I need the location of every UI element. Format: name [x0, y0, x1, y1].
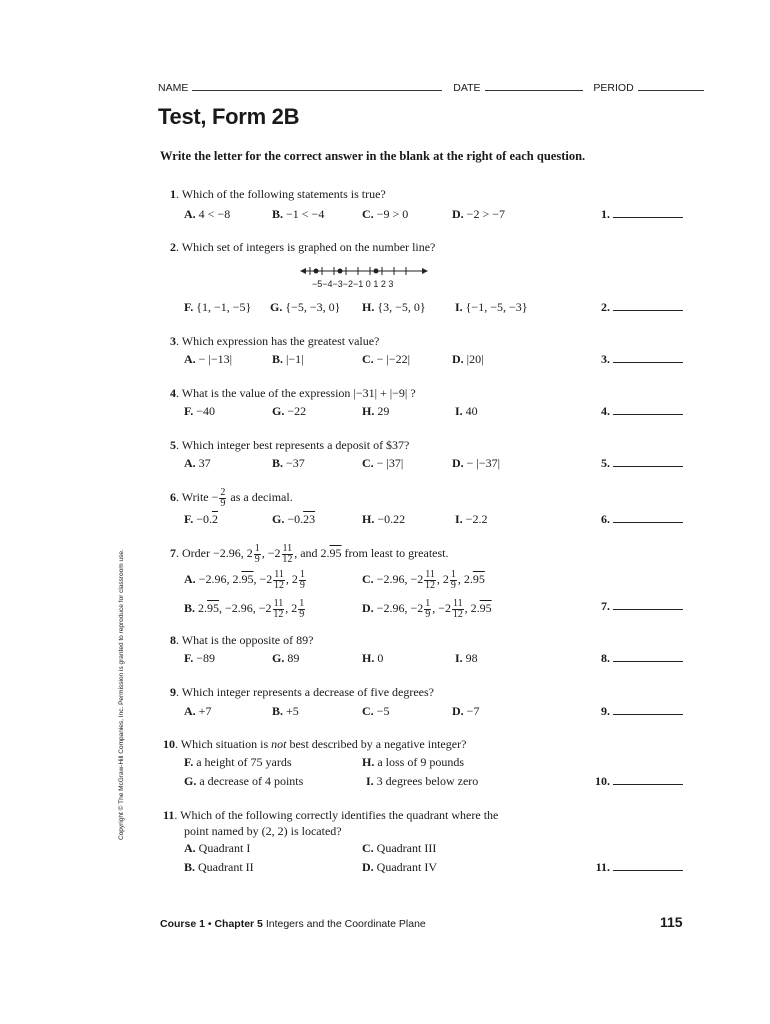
choice-5d: D. − |−37|: [452, 456, 501, 470]
choice-5c: C. − |37|: [362, 456, 404, 470]
choice-4h: H. 29: [362, 404, 390, 418]
choice-10g: G. a decrease of 4 points: [184, 774, 304, 788]
choice-5b: B. −37: [272, 456, 305, 470]
choice-10f: F. a height of 75 yards: [184, 755, 292, 769]
instructions: Write the letter for the correct answer in the blank at the right of each question.: [160, 149, 586, 163]
choice-6i: I. −2.2: [455, 512, 488, 526]
choice-2f: F. {1, −1, −5}: [184, 300, 252, 314]
point-0: [374, 269, 379, 274]
choice-9c: C. −5: [362, 704, 390, 718]
question-11-line2: point named by (2, 2) is located?: [184, 824, 342, 838]
question-9: 9. Which integer represents a decrease of five degrees?: [170, 685, 434, 699]
answer-label-7: 7.: [601, 599, 610, 613]
answer-label-9: 9.: [601, 704, 610, 718]
choice-8i: I. 98: [455, 651, 478, 665]
choice-10h: H. a loss of 9 pounds: [362, 755, 465, 769]
choice-6f: F. −0.2: [184, 512, 219, 526]
answer-blank-4[interactable]: [613, 414, 683, 415]
answer-label-4: 4.: [601, 404, 610, 418]
period-label: PERIOD: [593, 82, 634, 94]
number-line: [300, 262, 428, 280]
answer-blank-11[interactable]: [613, 870, 683, 871]
answer-blank-7[interactable]: [613, 609, 683, 610]
choice-4g: G. −22: [272, 404, 307, 418]
choice-9b: B. +5: [272, 704, 299, 718]
choice-11b: B. Quadrant II: [184, 860, 254, 874]
choice-1b: B. −1 < −4: [272, 207, 325, 221]
student-info-header: [158, 80, 712, 94]
answer-blank-6[interactable]: [613, 522, 683, 523]
number-line-labels: −5−4−3−2−1 0 1 2 3: [312, 279, 394, 289]
date-blank[interactable]: [485, 80, 583, 91]
choice-8h: H. 0: [362, 651, 384, 665]
question-3: 3. Which expression has the greatest value?: [170, 334, 380, 348]
copyright-note: Copyright © The McGraw-Hill Companies, Inc. Permission is granted to reproduce for classroom use.: [118, 549, 125, 840]
page-footer: Course 1 • Chapter 5 Integers and the Coordinate Plane: [160, 918, 426, 930]
choice-6h: H. −0.22: [362, 512, 406, 526]
choice-6g: G. −0.23: [272, 512, 316, 526]
choice-7c: C. −2.96, −2 $\frac{11}{12}$ , 2 $\frac{1}{9}$ , 2.95: [362, 568, 485, 591]
question-11: 11. Which of the following correctly identifies the quadrant where the: [163, 808, 499, 822]
choice-1a: A. 4 < −8: [184, 207, 231, 221]
choice-10i: I. 3 degrees below zero: [366, 774, 479, 788]
answer-label-8: 8.: [601, 651, 610, 665]
answer-label-1: 1.: [601, 207, 610, 221]
choice-3a: A. − |−13|: [184, 352, 233, 366]
choice-4i: I. 40: [455, 404, 478, 418]
point-minus5: [314, 269, 319, 274]
answer-blank-9[interactable]: [613, 714, 683, 715]
answer-blank-5[interactable]: [613, 466, 683, 467]
question-10: 10. Which situation is not best described by a negative integer?: [163, 737, 467, 751]
fraction-2-9: $\frac{2}{9}$: [220, 486, 226, 509]
choice-11c: C. Quadrant III: [362, 841, 437, 855]
choice-2g: G. {−5, −3, 0}: [270, 300, 341, 314]
question-7: 7. Order −2.96, 2 $\frac{1}{9}$ , −2 $\frac{11}{12}$ , and 2.95 from least to greatest.: [170, 542, 449, 565]
choice-9a: A. +7: [184, 704, 212, 718]
choice-7a: A. −2.96, 2.95, −2 $\frac{11}{12}$ , 2 $\frac{1}{9}$: [184, 568, 305, 591]
choice-8g: G. 89: [272, 651, 300, 665]
answer-label-6: 6.: [601, 512, 610, 526]
choice-8f: F. −89: [184, 651, 216, 665]
choice-11d: D. Quadrant IV: [362, 860, 437, 874]
answer-label-11: 11.: [595, 860, 610, 874]
question-2: 2. Which set of integers is graphed on the number line?: [170, 240, 436, 254]
choice-7d: D. −2.96, −2 $\frac{1}{9}$ , −2 $\frac{11}{12}$ , 2.95: [362, 597, 492, 620]
answer-label-3: 3.: [601, 352, 610, 366]
choice-2h: H. {3, −5, 0}: [362, 300, 426, 314]
answer-blank-8[interactable]: [613, 661, 683, 662]
choice-9d: D. −7: [452, 704, 480, 718]
choice-3d: D. |20|: [452, 352, 484, 366]
question-4: 4. What is the value of the expression |−31| + |−9| ?: [170, 386, 416, 400]
question-6: 6. Write − $\frac{2}{9}$ as a decimal.: [170, 486, 293, 509]
question-1: 1. Which of the following statements is true?: [170, 187, 386, 201]
answer-blank-10[interactable]: [613, 784, 683, 785]
choice-4f: F. −40: [184, 404, 216, 418]
choice-1c: C. −9 > 0: [362, 207, 409, 221]
date-label: DATE: [453, 82, 481, 94]
name-blank[interactable]: [192, 80, 442, 91]
choice-1d: D. −2 > −7: [452, 207, 505, 221]
answer-label-2: 2.: [601, 300, 610, 314]
answer-label-5: 5.: [601, 456, 610, 470]
answer-blank-2[interactable]: [613, 310, 683, 311]
choice-11a: A. Quadrant I: [184, 841, 251, 855]
question-8: 8. What is the opposite of 89?: [170, 633, 314, 647]
answer-label-10: 10.: [595, 774, 610, 788]
point-minus3: [338, 269, 343, 274]
name-label: NAME: [158, 82, 189, 94]
period-blank[interactable]: [638, 80, 704, 91]
question-5: 5. Which integer best represents a deposit of $37?: [170, 438, 410, 452]
choice-7b: B. 2.95, −2.96, −2 $\frac{11}{12}$ , 2 $\frac{1}{9}$: [184, 597, 305, 620]
choice-2i: I. {−1, −5, −3}: [455, 300, 528, 314]
choice-3c: C. − |−22|: [362, 352, 411, 366]
page-title: Test, Form 2B: [158, 104, 300, 129]
page-number: 115: [660, 914, 683, 930]
answer-blank-3[interactable]: [613, 362, 683, 363]
choice-3b: B. |−1|: [272, 352, 304, 366]
choice-5a: A. 37: [184, 456, 211, 470]
answer-blank-1[interactable]: [613, 217, 683, 218]
